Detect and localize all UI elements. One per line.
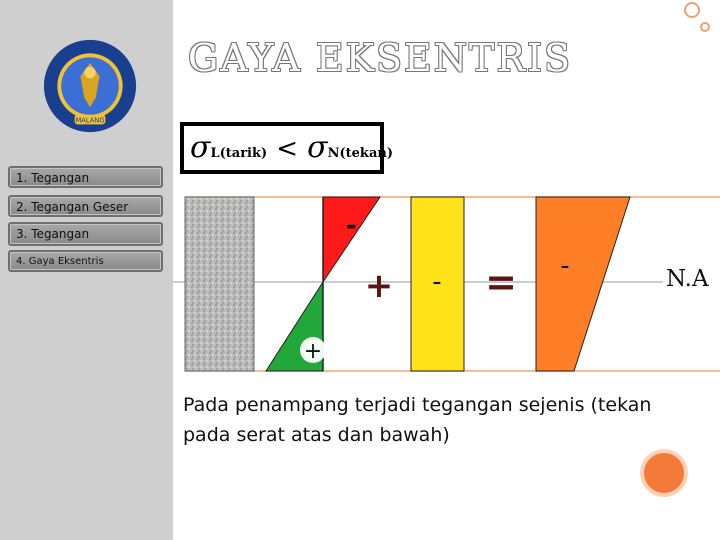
minus-sign-yellow: - xyxy=(432,267,442,297)
less-than-operator: < xyxy=(276,134,299,164)
plus-sign-green: + xyxy=(303,339,323,364)
stress-diagram xyxy=(173,190,720,380)
nav-item-tegangan-geser[interactable]: 2. Tegangan Geser xyxy=(8,195,163,217)
decorative-ring-small xyxy=(700,22,710,32)
sigma-symbol-right: σ xyxy=(307,130,328,165)
formula-right-subscript: N(tekan) xyxy=(327,146,393,161)
minus-sign-red: - xyxy=(346,211,357,241)
nav-item-tegangan[interactable]: 1. Tegangan xyxy=(8,166,163,188)
operator-plus: + xyxy=(364,266,394,306)
nav-item-gaya-eksentris[interactable]: 4. Gaya Eksentris xyxy=(8,250,163,272)
cross-section-block xyxy=(185,197,254,371)
university-seal-icon xyxy=(42,38,138,134)
formula-left-subscript: L(tarik) xyxy=(210,146,268,161)
sidebar xyxy=(0,0,173,540)
nav-item-tegangan-3[interactable]: 3. Tegangan xyxy=(8,222,163,246)
caption-text: Pada penampang terjadi tegangan sejenis (tekan pada serat atas dan bawah) xyxy=(183,394,652,446)
formula-box xyxy=(180,122,393,174)
minus-sign-orange: - xyxy=(560,251,570,281)
decorative-circle xyxy=(640,449,688,497)
slide-title: GAYA EKSENTRIS xyxy=(187,36,573,80)
operator-equals: = xyxy=(485,260,517,304)
resultant-stress-trapezoid xyxy=(536,197,630,371)
decorative-ring xyxy=(684,2,700,18)
svg-text:MALANG: MALANG xyxy=(75,116,105,125)
neutral-axis-label: N.A xyxy=(666,266,709,292)
sigma-symbol: σ xyxy=(190,130,211,165)
